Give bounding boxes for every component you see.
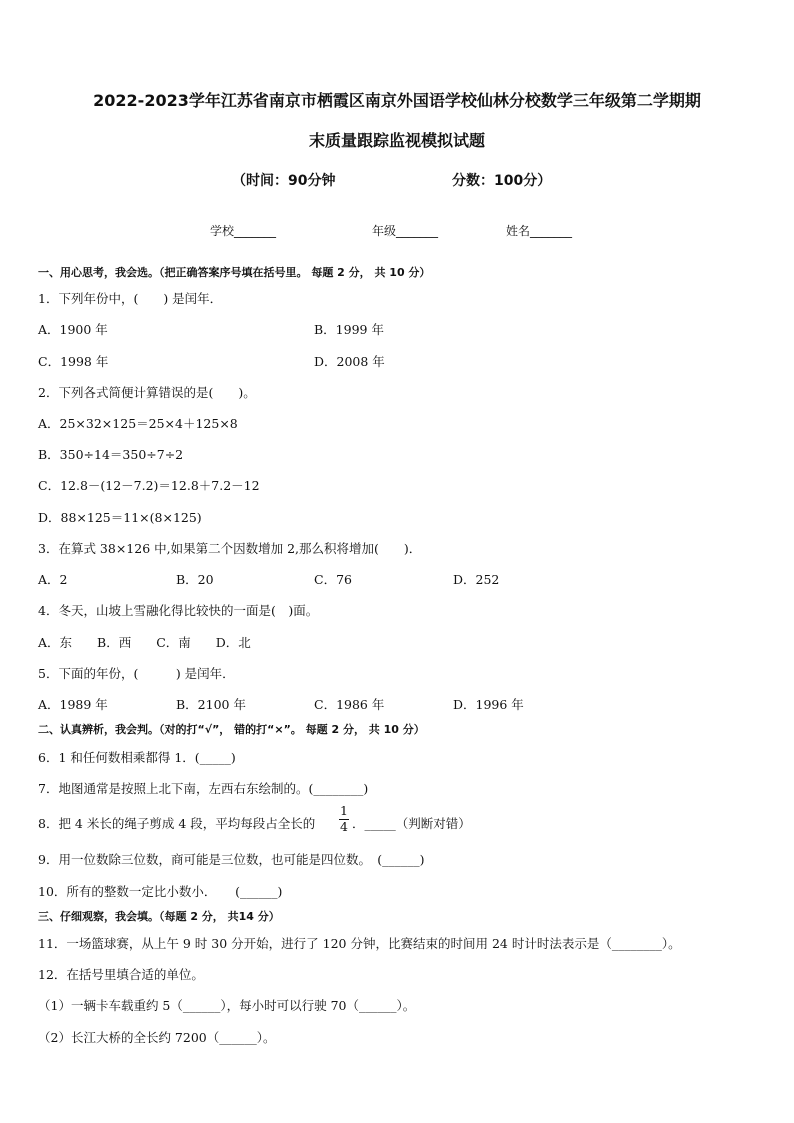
q3-option-a: A．2 — [38, 572, 68, 587]
section-1-heading: 一、用心思考，我会选。（把正确答案序号填在括号里。 每题 2 分， 共 10 分） — [38, 266, 431, 279]
q6-text: 6．1 和任何数相乘都得 1．(_____) — [38, 750, 236, 765]
section-2-heading: 二、认真辨析，我会判。（对的打“√”， 错的打“×”。 每题 2 分， 共 10 分） — [38, 723, 425, 736]
q3-option-d: D．252 — [453, 572, 500, 587]
q4-options: A．东 B．西 C．南 D．北 — [38, 635, 251, 650]
grade-field: 年级_______ — [372, 224, 439, 238]
exam-title-line1: 2022-2023学年江苏省南京市栖霞区南京外国语学校仙林分校数学三年级第二学期期 — [93, 91, 701, 110]
q8-fraction-denominator: 4 — [340, 819, 348, 834]
q4-stem: 4．冬天，山坡上雪融化得比较快的一面是( )面。 — [38, 603, 319, 618]
q1-stem: 1．下列年份中，( ) 是闰年． — [38, 291, 223, 306]
q1-option-d: D．2008 年 — [314, 354, 385, 369]
q7-text: 7．地图通常是按照上北下南，左西右东绘制的。(________) — [38, 781, 369, 796]
q8-text-before: 8．把 4 米长的绳子剪成 4 段，平均每段占全长的 — [38, 816, 316, 831]
q5-option-b: B．2100 年 — [176, 697, 246, 712]
q5-option-d: D．1996 年 — [453, 697, 524, 712]
q1-option-c: C．1998 年 — [38, 354, 109, 369]
q3-option-b: B．20 — [176, 572, 214, 587]
q5-option-c: C．1986 年 — [314, 697, 385, 712]
q9-text: 9．用一位数除三位数，商可能是三位数，也可能是四位数。 (______) — [38, 852, 425, 867]
q3-stem: 3．在算式 38×126 中,如果第二个因数增加 2,那么积将增加( )． — [38, 541, 422, 556]
q2-option-c: C．12.8－(12－7.2)＝12.8＋7.2－12 — [38, 478, 260, 493]
name-field: 姓名_______ — [506, 224, 573, 238]
q2-stem: 2．下列各式简便计算错误的是( )。 — [38, 385, 256, 400]
q5-option-a: A．1989 年 — [38, 697, 108, 712]
section-3-heading: 三、仔细观察，我会填。（每题 2 分， 共14 分） — [38, 910, 280, 923]
q2-option-d: D．88×125＝11×(8×125) — [38, 510, 202, 525]
q8-fraction — [339, 804, 349, 836]
q10-text: 10．所有的整数一定比小数小． (______) — [38, 884, 283, 899]
q12-text: 12．在括号里填合适的单位。 — [38, 967, 204, 982]
q2-option-a: A．25×32×125＝25×4＋125×8 — [38, 416, 238, 431]
q3-option-c: C．76 — [314, 572, 352, 587]
q12-part-1: （1）一辆卡车载重约 5（______），每小时可以行驶 70（______）。 — [38, 998, 416, 1013]
q12-part-2: （2）长江大桥的全长约 7200（______）。 — [38, 1030, 276, 1045]
q2-option-b: B．350÷14＝350÷7÷2 — [38, 447, 184, 462]
q11-text: 11．一场篮球赛，从上午 9 时 30 分开始，进行了 120 分钟，比赛结束的时间用 24 时计时法表示是（________）。 — [38, 936, 681, 951]
q1-option-a: A．1900 年 — [38, 322, 108, 337]
school-field: 学校_______ — [210, 224, 277, 238]
q8-text-after: ．_____（判断对错） — [352, 816, 471, 831]
exam-score: 分数：100分） — [452, 173, 552, 189]
q5-stem: 5．下面的年份，( ) 是闰年． — [38, 666, 235, 681]
exam-time: （时间：90分钟 — [232, 173, 336, 189]
q8-fraction-numerator: 1 — [340, 803, 348, 818]
exam-title-line2: 末质量跟踪监视模拟试题 — [308, 131, 485, 150]
q1-option-b: B．1999 年 — [314, 322, 384, 337]
